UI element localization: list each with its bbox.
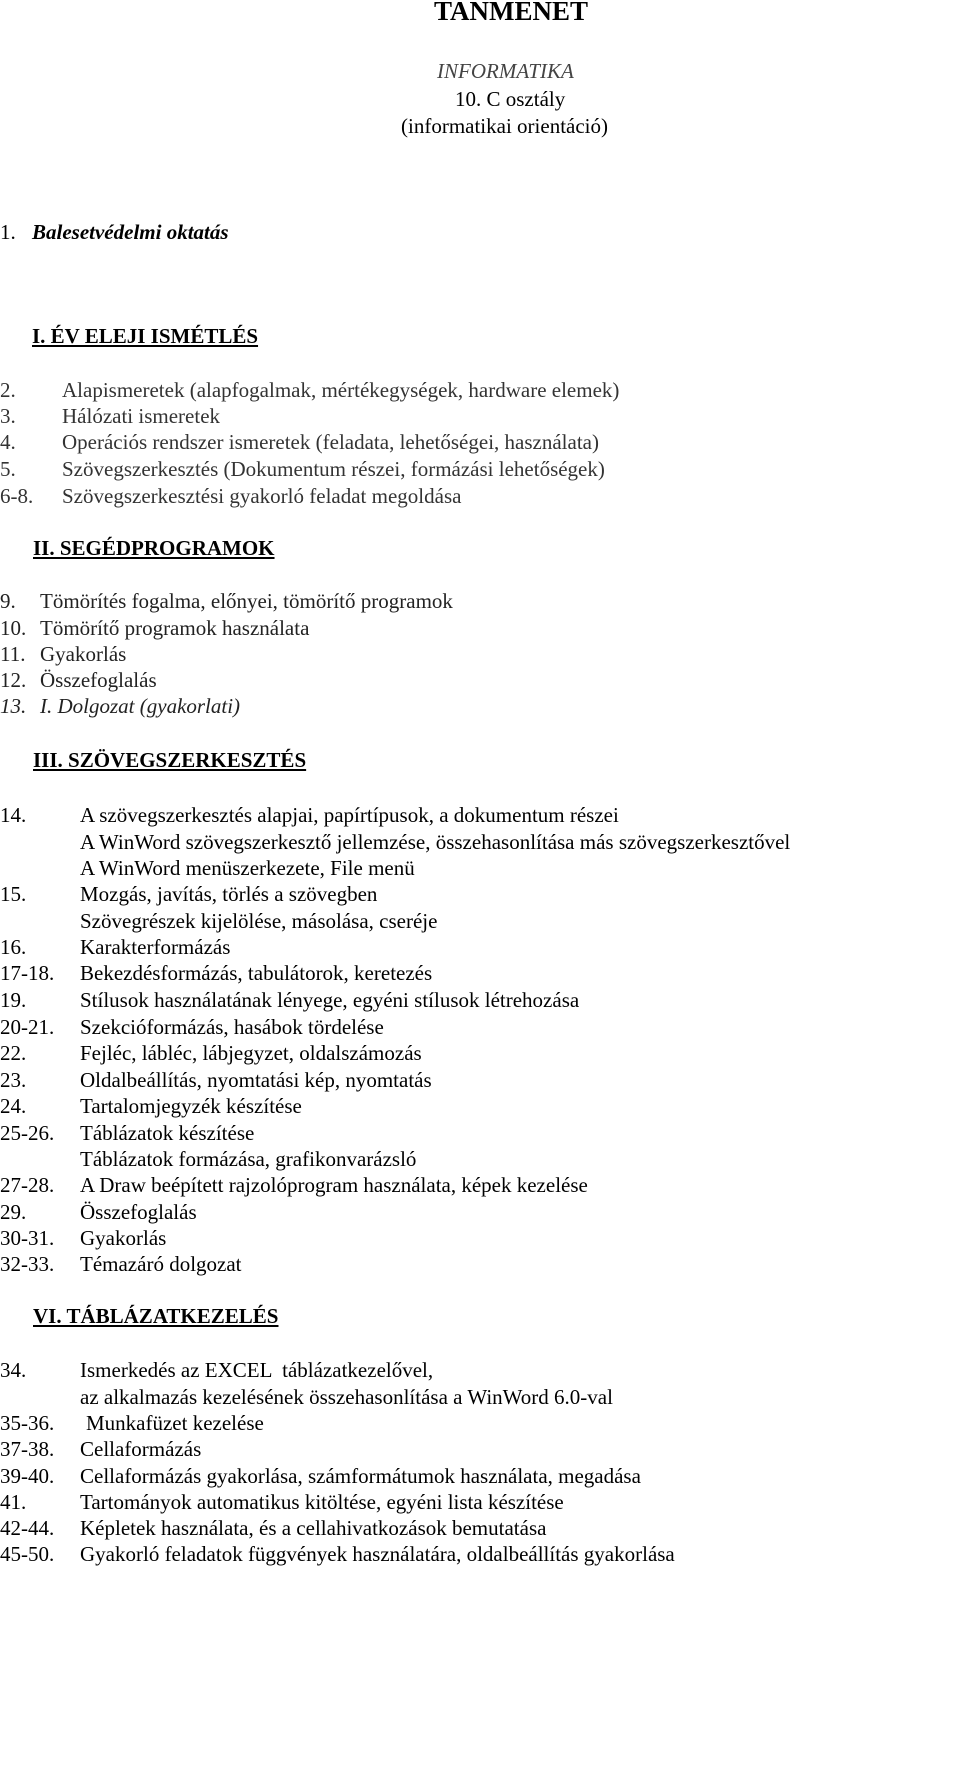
intro-text: Balesetvédelmi oktatás bbox=[32, 220, 229, 244]
list-item-text: Gyakorlás bbox=[80, 1226, 167, 1250]
list-item-num: 3. bbox=[0, 404, 16, 428]
list-item-num: 13. bbox=[0, 694, 27, 718]
list-item-num: 29. bbox=[0, 1200, 27, 1224]
list-item-num: 16. bbox=[0, 935, 27, 959]
list-item-text: Szövegszerkesztés (Dokumentum részei, formázási lehetőségek) bbox=[62, 457, 605, 481]
list-item-text: Gyakorlás bbox=[40, 642, 127, 666]
list-item-num: 32-33. bbox=[0, 1252, 55, 1276]
list-item-text: Cellaformázás bbox=[80, 1437, 202, 1461]
list-item-num: 4. bbox=[0, 430, 16, 454]
page-title: TANMENET bbox=[434, 0, 589, 26]
list-item-text: Témazáró dolgozat bbox=[80, 1252, 242, 1276]
subject-label: INFORMATIKA bbox=[437, 59, 574, 83]
orientation-label: (informatikai orientáció) bbox=[401, 114, 608, 138]
list-item-text: Táblázatok formázása, grafikonvarázsló bbox=[80, 1147, 417, 1171]
list-item-text: A WinWord menüszerkezete, File menü bbox=[80, 856, 415, 880]
list-item-num: 19. bbox=[0, 988, 27, 1012]
list-item-text: Összefoglalás bbox=[40, 668, 157, 692]
list-item-text: Szekcióformázás, hasábok tördelése bbox=[80, 1015, 384, 1039]
list-item-text: Karakterformázás bbox=[80, 935, 231, 959]
list-item-text: A WinWord szövegszerkesztő jellemzése, összehasonlítása más szövegszerkesztővel bbox=[80, 830, 791, 854]
list-item-text: Szövegszerkesztési gyakorló feladat megoldása bbox=[62, 484, 462, 508]
list-item-num: 23. bbox=[0, 1068, 27, 1092]
list-item-text: Ismerkedés az EXCEL táblázatkezelővel, bbox=[80, 1358, 434, 1382]
list-item-text: Mozgás, javítás, törlés a szövegben bbox=[80, 882, 378, 906]
section2-heading: II. SEGÉDPROGRAMOK bbox=[33, 536, 275, 560]
list-item-text: Képletek használata, és a cellahivatkozások bemutatása bbox=[80, 1516, 547, 1540]
list-item-text: Tömörítés fogalma, előnyei, tömörítő programok bbox=[40, 589, 453, 613]
list-item-num: 41. bbox=[0, 1490, 27, 1514]
list-item-text: az alkalmazás kezelésének összehasonlítása a WinWord 6.0-val bbox=[80, 1385, 613, 1409]
list-item-num: 14. bbox=[0, 803, 27, 827]
intro-num: 1. bbox=[0, 220, 16, 244]
list-item-text: Gyakorló feladatok függvények használatára, oldalbeállítás gyakorlása bbox=[80, 1542, 675, 1566]
list-item-text: A szövegszerkesztés alapjai, papírtípusok, a dokumentum részei bbox=[80, 803, 619, 827]
list-item-text: Táblázatok készítése bbox=[80, 1121, 255, 1145]
list-item-text: Fejléc, lábléc, lábjegyzet, oldalszámozás bbox=[80, 1041, 422, 1065]
list-item-text: Munkafüzet kezelése bbox=[86, 1411, 264, 1435]
section3-heading: III. SZÖVEGSZERKESZTÉS bbox=[33, 748, 307, 772]
list-item-text: Stílusok használatának lényege, egyéni stílusok létrehozása bbox=[80, 988, 580, 1012]
list-item-num: 45-50. bbox=[0, 1542, 55, 1566]
list-item-text: Szövegrészek kijelölése, másolása, cseréje bbox=[80, 909, 438, 933]
list-item-text: Tömörítő programok használata bbox=[40, 616, 310, 640]
list-item-num: 11. bbox=[0, 642, 26, 666]
list-item-text: Tartalomjegyzék készítése bbox=[80, 1094, 302, 1118]
list-item-num: 2. bbox=[0, 378, 16, 402]
list-item-num: 42-44. bbox=[0, 1516, 55, 1540]
list-item-num: 5. bbox=[0, 457, 16, 481]
list-item-text: Cellaformázás gyakorlása, számformátumok használata, megadása bbox=[80, 1464, 641, 1488]
list-item-text: I. Dolgozat (gyakorlati) bbox=[40, 694, 241, 718]
list-item-text: Bekezdésformázás, tabulátorok, keretezés bbox=[80, 961, 433, 985]
list-item-num: 27-28. bbox=[0, 1173, 55, 1197]
list-item-text: A Draw beépített rajzolóprogram használata, képek kezelése bbox=[80, 1173, 588, 1197]
list-item-num: 39-40. bbox=[0, 1464, 55, 1488]
list-item-text: Összefoglalás bbox=[80, 1200, 197, 1224]
list-item-text: Alapismeretek (alapfogalmak, mértékegységek, hardware elemek) bbox=[62, 378, 620, 402]
section4-heading: VI. TÁBLÁZATKEZELÉS bbox=[33, 1304, 279, 1328]
list-item-num: 30-31. bbox=[0, 1226, 55, 1250]
class-label: 10. C osztály bbox=[455, 87, 566, 111]
list-item-num: 6-8. bbox=[0, 484, 34, 508]
list-item-num: 25-26. bbox=[0, 1121, 55, 1145]
list-item-text: Oldalbeállítás, nyomtatási kép, nyomtatás bbox=[80, 1068, 432, 1092]
list-item-num: 9. bbox=[0, 589, 16, 613]
list-item-num: 17-18. bbox=[0, 961, 55, 985]
list-item-text: Tartományok automatikus kitöltése, egyéni lista készítése bbox=[80, 1490, 564, 1514]
list-item-num: 20-21. bbox=[0, 1015, 55, 1039]
list-item-num: 12. bbox=[0, 668, 27, 692]
list-item-text: Operációs rendszer ismeretek (feladata, lehetőségei, használata) bbox=[62, 430, 599, 454]
list-item-text: Hálózati ismeretek bbox=[62, 404, 221, 428]
list-item-num: 24. bbox=[0, 1094, 27, 1118]
list-item-num: 37-38. bbox=[0, 1437, 55, 1461]
list-item-num: 34. bbox=[0, 1358, 27, 1382]
list-item-num: 15. bbox=[0, 882, 27, 906]
list-item-num: 10. bbox=[0, 616, 27, 640]
list-item-num: 22. bbox=[0, 1041, 27, 1065]
list-item-num: 35-36. bbox=[0, 1411, 55, 1435]
section1-heading: I. ÉV ELEJI ISMÉTLÉS bbox=[32, 324, 259, 348]
